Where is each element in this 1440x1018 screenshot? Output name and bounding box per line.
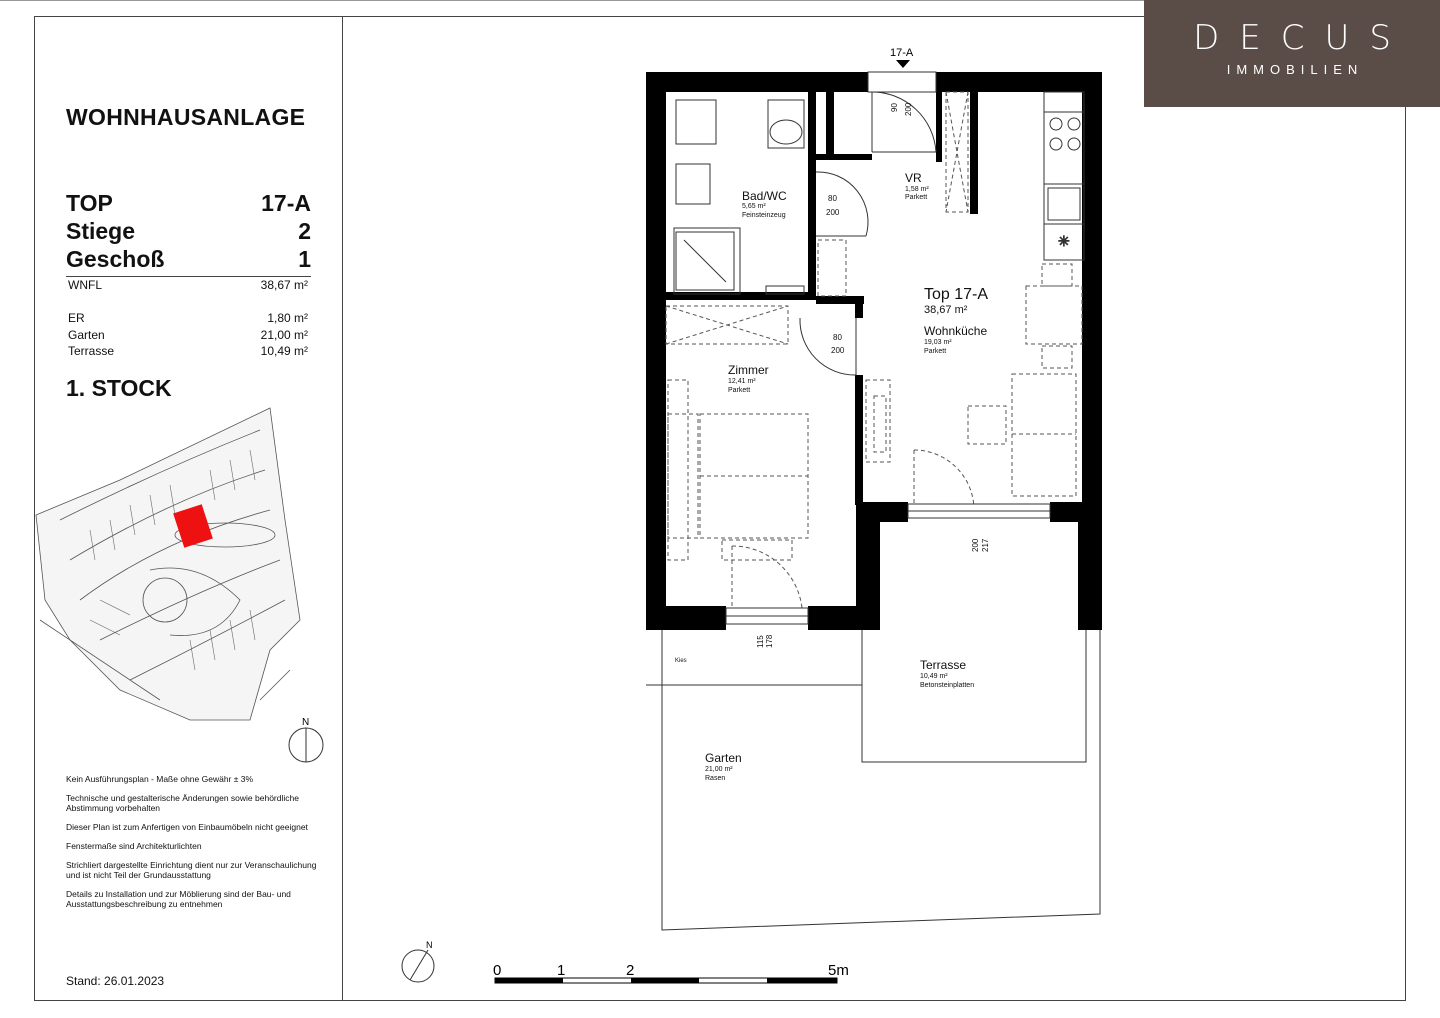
window-height: 217 (981, 538, 990, 552)
entry-tag: 17-A (890, 47, 914, 59)
room-area: 19,03 m² (924, 339, 952, 346)
info-label: Stiege (66, 218, 136, 244)
door-height: 200 (831, 346, 845, 355)
room-floor: Feinsteinzeug (742, 212, 786, 219)
area-label: ER (68, 311, 85, 325)
door-width: 90 (890, 103, 899, 112)
room-name: Terrasse (920, 658, 967, 672)
room-floor: Parkett (905, 194, 928, 201)
scale-tick: 5m (828, 962, 849, 979)
stand-date: Stand: 26.01.2023 (66, 974, 165, 988)
info-label: Geschoß (66, 246, 165, 272)
brand-sub: IMMOBILIEN (1226, 62, 1364, 77)
info-label: TOP (66, 190, 113, 216)
door-height: 200 (826, 208, 840, 217)
unit-title: Top 17-A (924, 286, 989, 303)
room-name: Zimmer (728, 363, 769, 377)
note: Technische und gestalterische Änderungen sowie behördliche Abstimmung vorbehalten (66, 793, 299, 813)
room-area: 10,49 m² (920, 673, 948, 680)
room-area: 5,65 m² (742, 203, 766, 210)
room-area: 12,41 m² (728, 378, 756, 385)
scale-bar (493, 962, 849, 983)
area-label: WNFL (68, 278, 102, 292)
room-floor: Parkett (924, 348, 947, 355)
note: Strichliert dargestellte Einrichtung dient nur zur Veranschaulichung und ist nicht Teil der Grundausstattung (66, 860, 317, 880)
compass-north-label: N (426, 940, 433, 950)
area-value: 1,80 m² (267, 311, 308, 325)
room-name: VR (905, 171, 922, 185)
floor-label: 1. STOCK (66, 375, 172, 401)
area-label: Terrasse (68, 344, 115, 358)
window-height: 178 (765, 634, 774, 648)
info-value: 1 (298, 246, 311, 272)
svg-text:✳: ✳ (1058, 233, 1070, 249)
area-value: 10,49 m² (260, 344, 308, 358)
info-value: 17-A (261, 190, 311, 216)
note: Dieser Plan ist zum Anfertigen von Einbaumöbeln nicht geeignet (66, 822, 308, 832)
brand-name: DECUS (1193, 18, 1411, 58)
scale-tick: 1 (557, 962, 566, 979)
door-height: 200 (904, 102, 913, 116)
project-title: WOHNHAUSANLAGE (66, 104, 306, 130)
note: Details zu Installation und zur Möblierung sind der Bau- und Ausstattungsbeschreibung zu entnehmen (66, 889, 291, 909)
room-floor: Betonsteinplatten (920, 682, 975, 689)
entry-arrow-icon (896, 60, 910, 68)
room-name: Garten (705, 751, 742, 765)
area-value: 21,00 m² (260, 328, 308, 342)
scale-tick: 2 (626, 962, 635, 979)
area-label: Garten (68, 328, 105, 342)
room-name: Wohnküche (924, 324, 988, 338)
door-width: 80 (833, 333, 842, 342)
room-name: Bad/WC (742, 189, 787, 203)
north-label: N (302, 717, 310, 728)
window-width: 200 (971, 538, 980, 552)
kies-label: Kies (675, 658, 687, 664)
info-value: 2 (298, 218, 311, 244)
room-floor: Rasen (705, 775, 726, 782)
area-value: 38,67 m² (260, 278, 308, 292)
room-area: 21,00 m² (705, 766, 733, 773)
room-floor: Parkett (728, 387, 751, 394)
note: Kein Ausführungsplan - Maße ohne Gewähr ± 3% (66, 774, 254, 784)
unit-area: 38,67 m² (924, 304, 968, 316)
scale-tick: 0 (493, 962, 502, 979)
door-width: 80 (828, 194, 837, 203)
room-area: 1,58 m² (905, 186, 929, 193)
note: Fenstermaße sind Architekturlichten (66, 841, 202, 851)
window-width: 115 (756, 635, 765, 648)
